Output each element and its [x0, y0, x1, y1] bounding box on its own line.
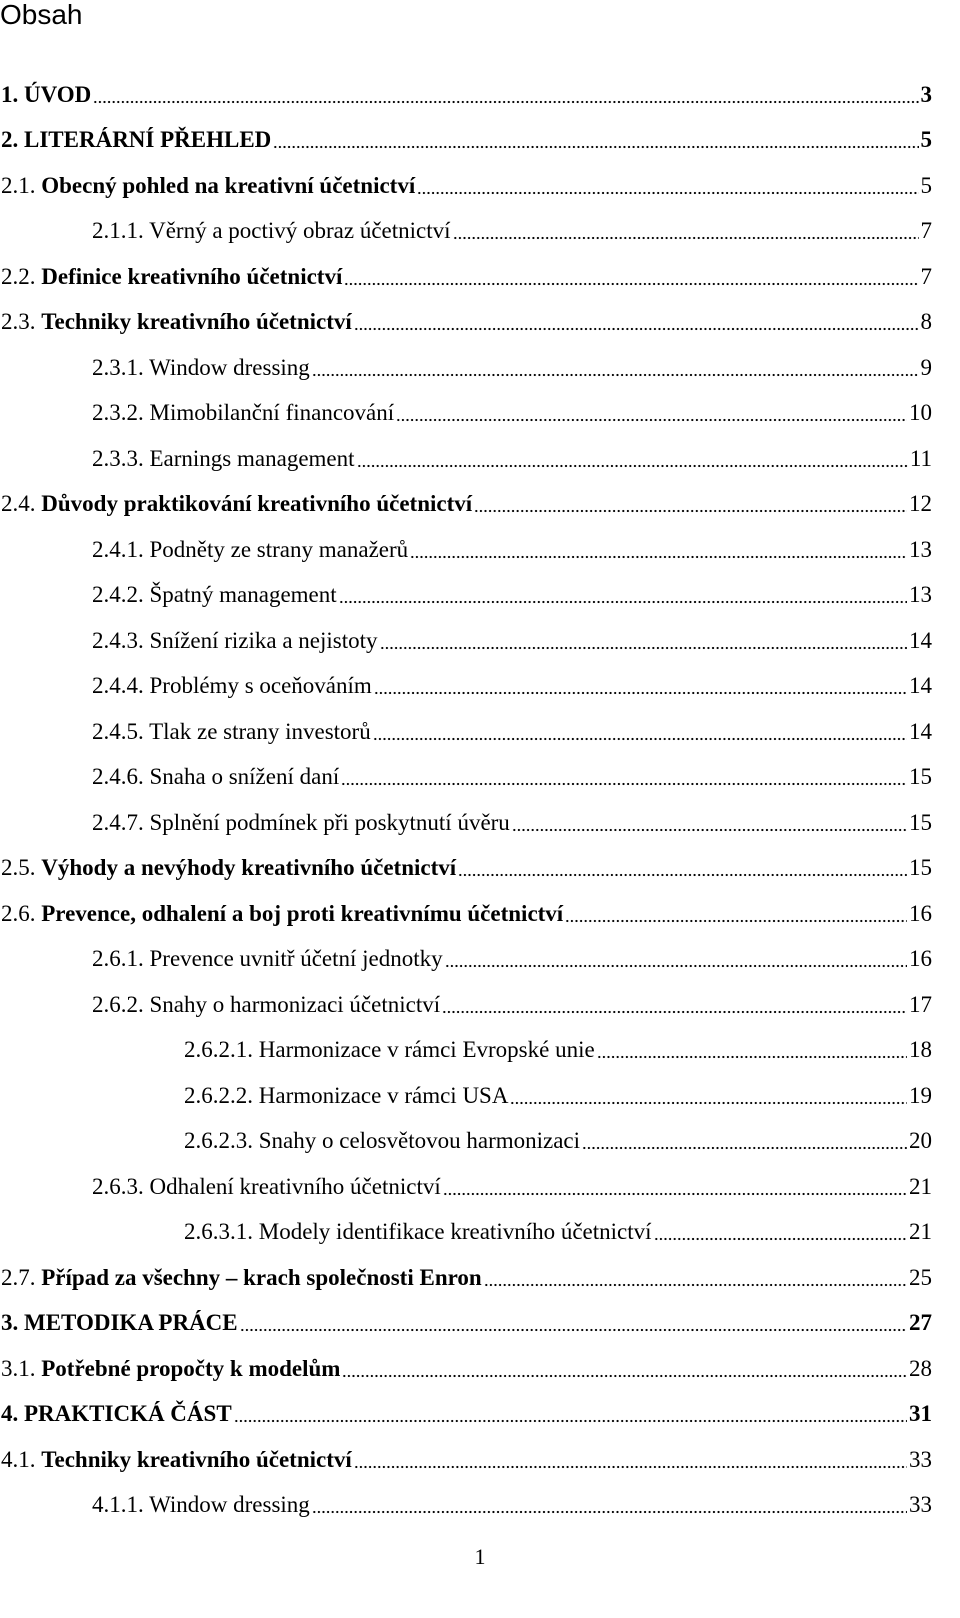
toc-entry[interactable] [0, 891, 932, 937]
toc-leader-dots [582, 1145, 907, 1151]
toc-entry-page: 28 [909, 1355, 932, 1381]
toc-entry-label: Mimobilanční financování [149, 400, 395, 426]
toc-entry-page: 33 [909, 1492, 932, 1518]
toc-leader-dots [512, 827, 907, 833]
toc-entry[interactable] [0, 573, 932, 619]
toc-entry-page: 8 [920, 309, 932, 335]
toc-entry-label: Prevence, odhalení a boj proti kreativnímu účetnictví [41, 900, 564, 926]
toc-entry-number: 4.1. [1, 1446, 36, 1472]
toc-entry-number: 4. [1, 1401, 19, 1427]
toc-leader-dots [341, 781, 907, 787]
toc-entry[interactable] [0, 1028, 932, 1074]
toc-entry-page: 5 [920, 172, 932, 198]
toc-entry-number: 2.4.5. [92, 718, 144, 744]
toc-leader-dots [234, 1418, 907, 1424]
toc-entry-label: Špatný management [149, 582, 337, 608]
toc-entry-number: 2.6.2.3. [184, 1128, 253, 1154]
table-of-contents [0, 72, 932, 1528]
toc-entry-number: 2.5. [1, 855, 36, 881]
toc-entry[interactable] [0, 118, 932, 164]
toc-entry[interactable] [0, 482, 932, 528]
toc-entry-number: 2.4.1. [92, 536, 144, 562]
toc-entry[interactable] [0, 1255, 932, 1301]
toc-entry[interactable] [0, 709, 932, 755]
toc-entry-page: 27 [909, 1310, 932, 1336]
toc-entry-label: Výhody a nevýhody kreativního účetnictví [41, 855, 457, 881]
toc-entry-page: 33 [909, 1446, 932, 1472]
toc-entry[interactable] [0, 1346, 932, 1392]
toc-entry[interactable] [0, 1437, 932, 1483]
toc-entry-label: Techniky kreativního účetnictví [41, 309, 352, 335]
toc-entry-page: 15 [909, 809, 932, 835]
toc-entry-number: 2.6.2. [92, 991, 144, 1017]
toc-leader-dots [374, 690, 907, 696]
toc-leader-dots [339, 599, 907, 605]
toc-entry[interactable] [0, 391, 932, 437]
toc-entry-label: Modely identifikace kreativního účetnictví [258, 1219, 652, 1245]
toc-leader-dots [273, 144, 918, 150]
toc-entry-number: 2.2. [1, 263, 36, 289]
toc-entry-label: Snahy o celosvětovou harmonizaci [258, 1128, 581, 1154]
toc-entry[interactable] [0, 618, 932, 664]
toc-entry-page: 21 [909, 1173, 932, 1199]
toc-entry-label: Definice kreativního účetnictví [41, 263, 343, 289]
toc-entry-page: 3 [920, 81, 932, 107]
toc-entry-page: 7 [920, 263, 932, 289]
toc-entry[interactable] [0, 436, 932, 482]
toc-entry-label: Věrný a poctivý obraz účetnictví [149, 218, 451, 244]
toc-entry-page: 17 [909, 991, 932, 1017]
toc-entry[interactable] [0, 664, 932, 710]
toc-leader-dots [597, 1054, 907, 1060]
toc-entry-label: Případ za všechny – krach společnosti Enron [41, 1264, 482, 1290]
toc-entry-page: 7 [920, 218, 932, 244]
toc-entry-number: 2.7. [1, 1264, 36, 1290]
toc-leader-dots [396, 417, 907, 423]
toc-entry[interactable] [0, 1073, 932, 1119]
toc-entry-label: Window dressing [149, 354, 310, 380]
toc-entry-number: 2.4.2. [92, 582, 144, 608]
toc-leader-dots [342, 1373, 907, 1379]
toc-leader-dots [93, 99, 918, 105]
toc-entry-number: 2.6.3. [92, 1173, 144, 1199]
toc-entry-page: 9 [920, 354, 932, 380]
toc-leader-dots [312, 1509, 907, 1515]
toc-entry-number: 1. [1, 81, 19, 107]
toc-entry-number: 2. [1, 127, 19, 153]
toc-entry[interactable] [0, 254, 932, 300]
toc-entry-page: 14 [909, 673, 932, 699]
toc-leader-dots [484, 1282, 907, 1288]
toc-entry-page: 13 [909, 536, 932, 562]
toc-entry-number: 2.1. [1, 172, 36, 198]
toc-entry-number: 2.3.2. [92, 400, 144, 426]
toc-entry-page: 16 [909, 900, 932, 926]
toc-entry-number: 3. [1, 1310, 19, 1336]
toc-entry[interactable] [0, 1164, 932, 1210]
toc-entry-label: Prevence uvnitř účetní jednotky [149, 946, 443, 972]
toc-entry[interactable] [0, 1392, 932, 1438]
toc-entry-number: 4.1.1. [92, 1492, 144, 1518]
toc-entry-page: 21 [909, 1219, 932, 1245]
page-number: 1 [474, 1544, 486, 1569]
toc-leader-dots [510, 1100, 907, 1106]
toc-entry-number: 3.1. [1, 1355, 36, 1381]
toc-entry-label: Obecný pohled na kreativní účetnictví [41, 172, 416, 198]
toc-entry-number: 2.4. [1, 491, 36, 517]
toc-entry[interactable] [0, 1483, 932, 1529]
toc-entry-label: Podněty ze strany manažerů [149, 536, 409, 562]
toc-entry-label: Snaha o snížení daní [149, 764, 340, 790]
toc-entry[interactable] [0, 209, 932, 255]
toc-entry-page: 12 [909, 491, 932, 517]
toc-entry-page: 14 [909, 718, 932, 744]
toc-entry-number: 2.4.4. [92, 673, 144, 699]
toc-entry[interactable] [0, 755, 932, 801]
toc-leader-dots [240, 1327, 907, 1333]
toc-leader-dots [445, 963, 907, 969]
toc-entry-label: Snahy o harmonizaci účetnictví [149, 991, 441, 1017]
toc-leader-dots [312, 372, 919, 378]
toc-entry-label: Harmonizace v rámci Evropské unie [258, 1037, 595, 1063]
toc-entry[interactable] [0, 163, 932, 209]
toc-leader-dots [354, 1464, 907, 1470]
page-title: Obsah [0, 0, 83, 30]
toc-entry[interactable] [0, 846, 932, 892]
toc-leader-dots [380, 645, 907, 651]
toc-entry-number: 2.4.6. [92, 764, 144, 790]
toc-entry-number: 2.3.3. [92, 445, 144, 471]
toc-entry-number: 2.1.1. [92, 218, 144, 244]
toc-entry-label: METODIKA PRÁCE [24, 1310, 238, 1336]
toc-entry-page: 25 [909, 1264, 932, 1290]
toc-entry[interactable] [0, 345, 932, 391]
toc-entry-page: 16 [909, 946, 932, 972]
toc-entry-page: 11 [909, 445, 932, 471]
toc-entry-number: 2.4.3. [92, 627, 144, 653]
toc-entry-label: Tlak ze strany investorů [149, 718, 371, 744]
toc-entry-label: ÚVOD [24, 81, 92, 107]
toc-entry-page: 15 [909, 855, 932, 881]
toc-entry-label: Earnings management [149, 445, 355, 471]
toc-entry-number: 2.6.2.2. [184, 1082, 253, 1108]
toc-entry-number: 2.6.1. [92, 946, 144, 972]
toc-entry-label: Snížení rizika a nejistoty [149, 627, 378, 653]
toc-entry-number: 2.6. [1, 900, 36, 926]
toc-leader-dots [354, 326, 919, 332]
toc-entry-label: Harmonizace v rámci USA [258, 1082, 509, 1108]
toc-leader-dots [453, 235, 919, 241]
toc-entry-page: 5 [920, 127, 932, 153]
toc-entry-label: Splnění podmínek při poskytnutí úvěru [149, 809, 510, 835]
toc-entry-label: PRAKTICKÁ ČÁST [24, 1401, 232, 1427]
toc-entry-page: 20 [909, 1128, 932, 1154]
toc-entry-number: 2.4.7. [92, 809, 144, 835]
toc-entry[interactable] [0, 937, 932, 983]
toc-entry[interactable] [0, 72, 932, 118]
toc-entry[interactable] [0, 300, 932, 346]
toc-leader-dots [443, 1191, 907, 1197]
toc-entry-label: Odhalení kreativního účetnictví [149, 1173, 441, 1199]
toc-entry[interactable] [0, 800, 932, 846]
toc-leader-dots [474, 508, 907, 514]
toc-entry[interactable] [0, 1301, 932, 1347]
toc-entry-page: 15 [909, 764, 932, 790]
toc-entry-label: Potřebné propočty k modelům [41, 1355, 341, 1381]
toc-entry-number: 2.3.1. [92, 354, 144, 380]
toc-leader-dots [654, 1236, 907, 1242]
toc-entry-page: 13 [909, 582, 932, 608]
toc-leader-dots [565, 918, 907, 924]
toc-entry-label: Problémy s oceňováním [149, 673, 372, 699]
toc-entry-label: Window dressing [149, 1492, 310, 1518]
toc-entry-number: 2.3. [1, 309, 36, 335]
toc-leader-dots [417, 190, 918, 196]
toc-leader-dots [373, 736, 907, 742]
toc-entry-page: 31 [909, 1401, 932, 1427]
toc-entry-page: 14 [909, 627, 932, 653]
toc-entry-page: 10 [909, 400, 932, 426]
toc-entry-page: 19 [909, 1082, 932, 1108]
toc-entry[interactable] [0, 1210, 932, 1256]
toc-leader-dots [410, 554, 907, 560]
toc-entry-label: LITERÁRNÍ PŘEHLED [24, 127, 272, 153]
toc-leader-dots [344, 281, 918, 287]
toc-entry-number: 2.6.2.1. [184, 1037, 253, 1063]
toc-entry-label: Techniky kreativního účetnictví [41, 1446, 352, 1472]
toc-leader-dots [458, 872, 907, 878]
toc-leader-dots [357, 463, 908, 469]
toc-leader-dots [442, 1009, 907, 1015]
toc-entry-page: 18 [909, 1037, 932, 1063]
toc-entry[interactable] [0, 1119, 932, 1165]
toc-entry-label: Důvody praktikování kreativního účetnictví [41, 491, 473, 517]
toc-entry-number: 2.6.3.1. [184, 1219, 253, 1245]
toc-entry[interactable] [0, 982, 932, 1028]
toc-entry[interactable] [0, 527, 932, 573]
